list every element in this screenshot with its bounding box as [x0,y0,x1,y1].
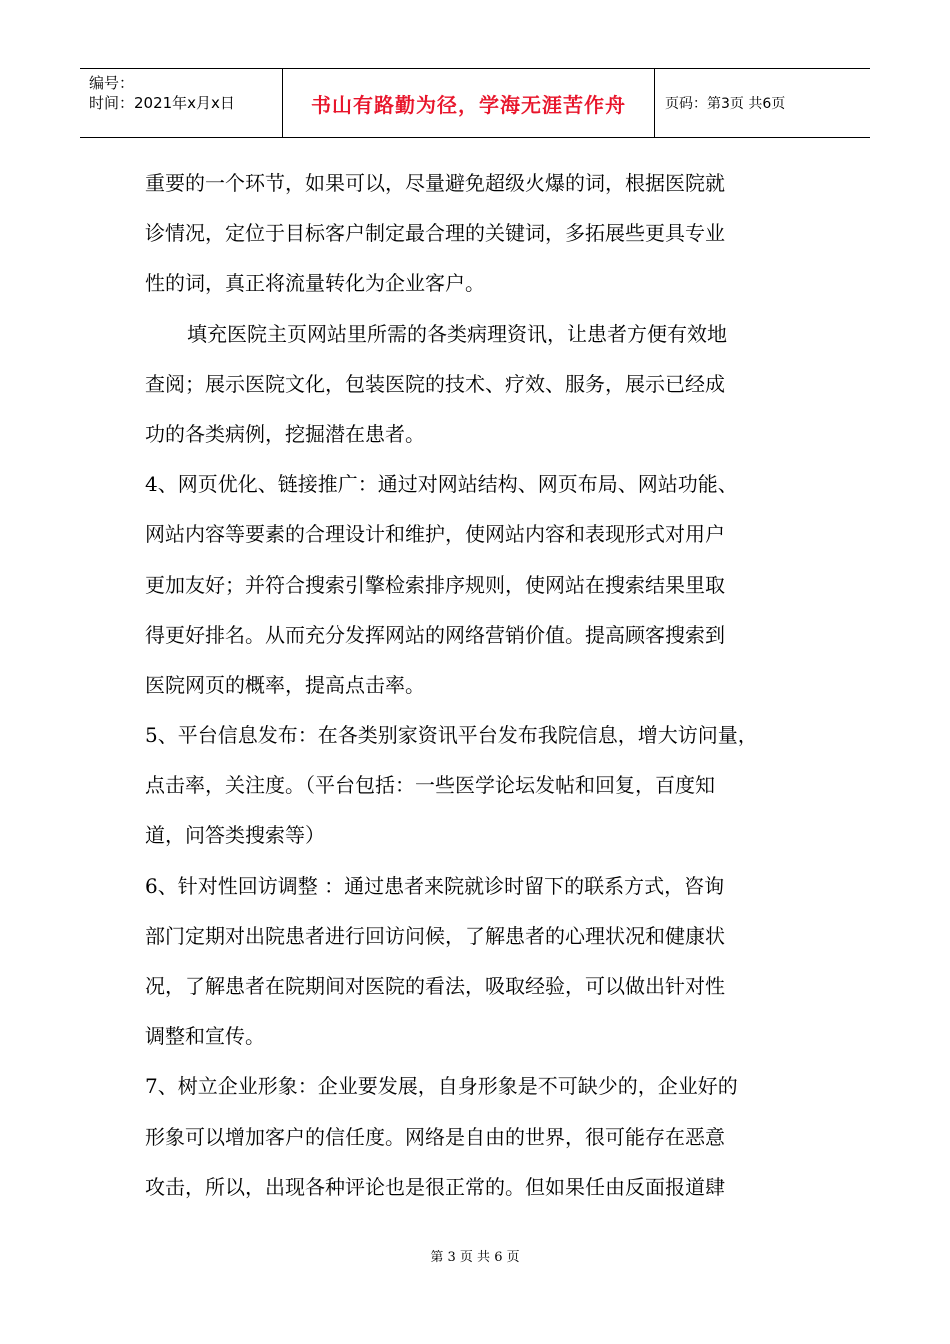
date-label: 时间：2021年x月x日 [89,94,235,112]
text-line: 性的词，真正将流量转化为企业客户。 [145,271,485,296]
header-motto-cell [283,69,655,137]
text-line: 查阅；展示医院文化，包装医院的技术、疗效、服务，展示已经成 [145,371,725,396]
text-line: 更加友好；并符合搜索引擎检索排序规则，使网站在搜索结果里取 [145,572,725,597]
header-table [80,68,870,138]
text-line: 功的各类病例，挖掘潜在患者。 [145,421,425,446]
text-line: 得更好排名。从而充分发挥网站的网络营销价值。提高顾客搜索到 [145,622,725,647]
motto-text: 书山有路勤为径，学海无涯苦作舟 [311,92,626,117]
header-info-cell [80,69,283,137]
text-line: 攻击，所以，出现各种评论也是很正常的。但如果任由反面报道肆 [145,1174,725,1199]
text-line: 网站内容等要素的合理设计和维护，使网站内容和表现形式对用户 [145,522,725,547]
text-line: 形象可以增加客户的信任度。网络是自由的世界，很可能存在恶意 [145,1124,725,1149]
text-line: 5、平台信息发布：在各类别家资讯平台发布我院信息，增大访问量， [145,723,758,748]
text-line: 诊情况，定位于目标客户制定最合理的关键词，多拓展些更具专业 [145,221,725,246]
text-line: 部门定期对出院患者进行回访问候，了解患者的心理状况和健康状 [145,923,725,948]
text-line: 6、针对性回访调整 ：通过患者来院就诊时留下的联系方式，咨询 [145,873,725,898]
text-line: 况，了解患者在院期间对医院的看法，吸取经验，可以做出针对性 [145,974,725,998]
text-line: 填充医院主页网站里所需的各类病理资讯，让患者方便有效地 [187,321,727,346]
text-line: 4、网页优化、链接推广：通过对网站结构、网页布局、网站功能、 [145,472,738,497]
text-line: 7、树立企业形象：企业要发展，自身形象是不可缺少的，企业好的 [145,1074,738,1099]
page-label: 页码：第3页 共6页 [665,96,786,112]
text-line: 重要的一个环节，如果可以，尽量避免超级火爆的词，根据医院就 [145,171,725,195]
document-body [145,158,825,1212]
doc-number-label: 编号： [89,74,135,92]
header-page-cell [655,69,870,137]
text-line: 医院网页的概率，提高点击率。 [145,672,425,697]
page-footer: 第 3 页 共 6 页 [430,1250,520,1265]
text-line: 调整和宣传。 [145,1024,265,1049]
text-line: 道，问答类搜索等） [145,823,325,848]
text-line: 点击率，关注度。（平台包括：一些医学论坛发帖和回复，百度知 [145,773,715,798]
